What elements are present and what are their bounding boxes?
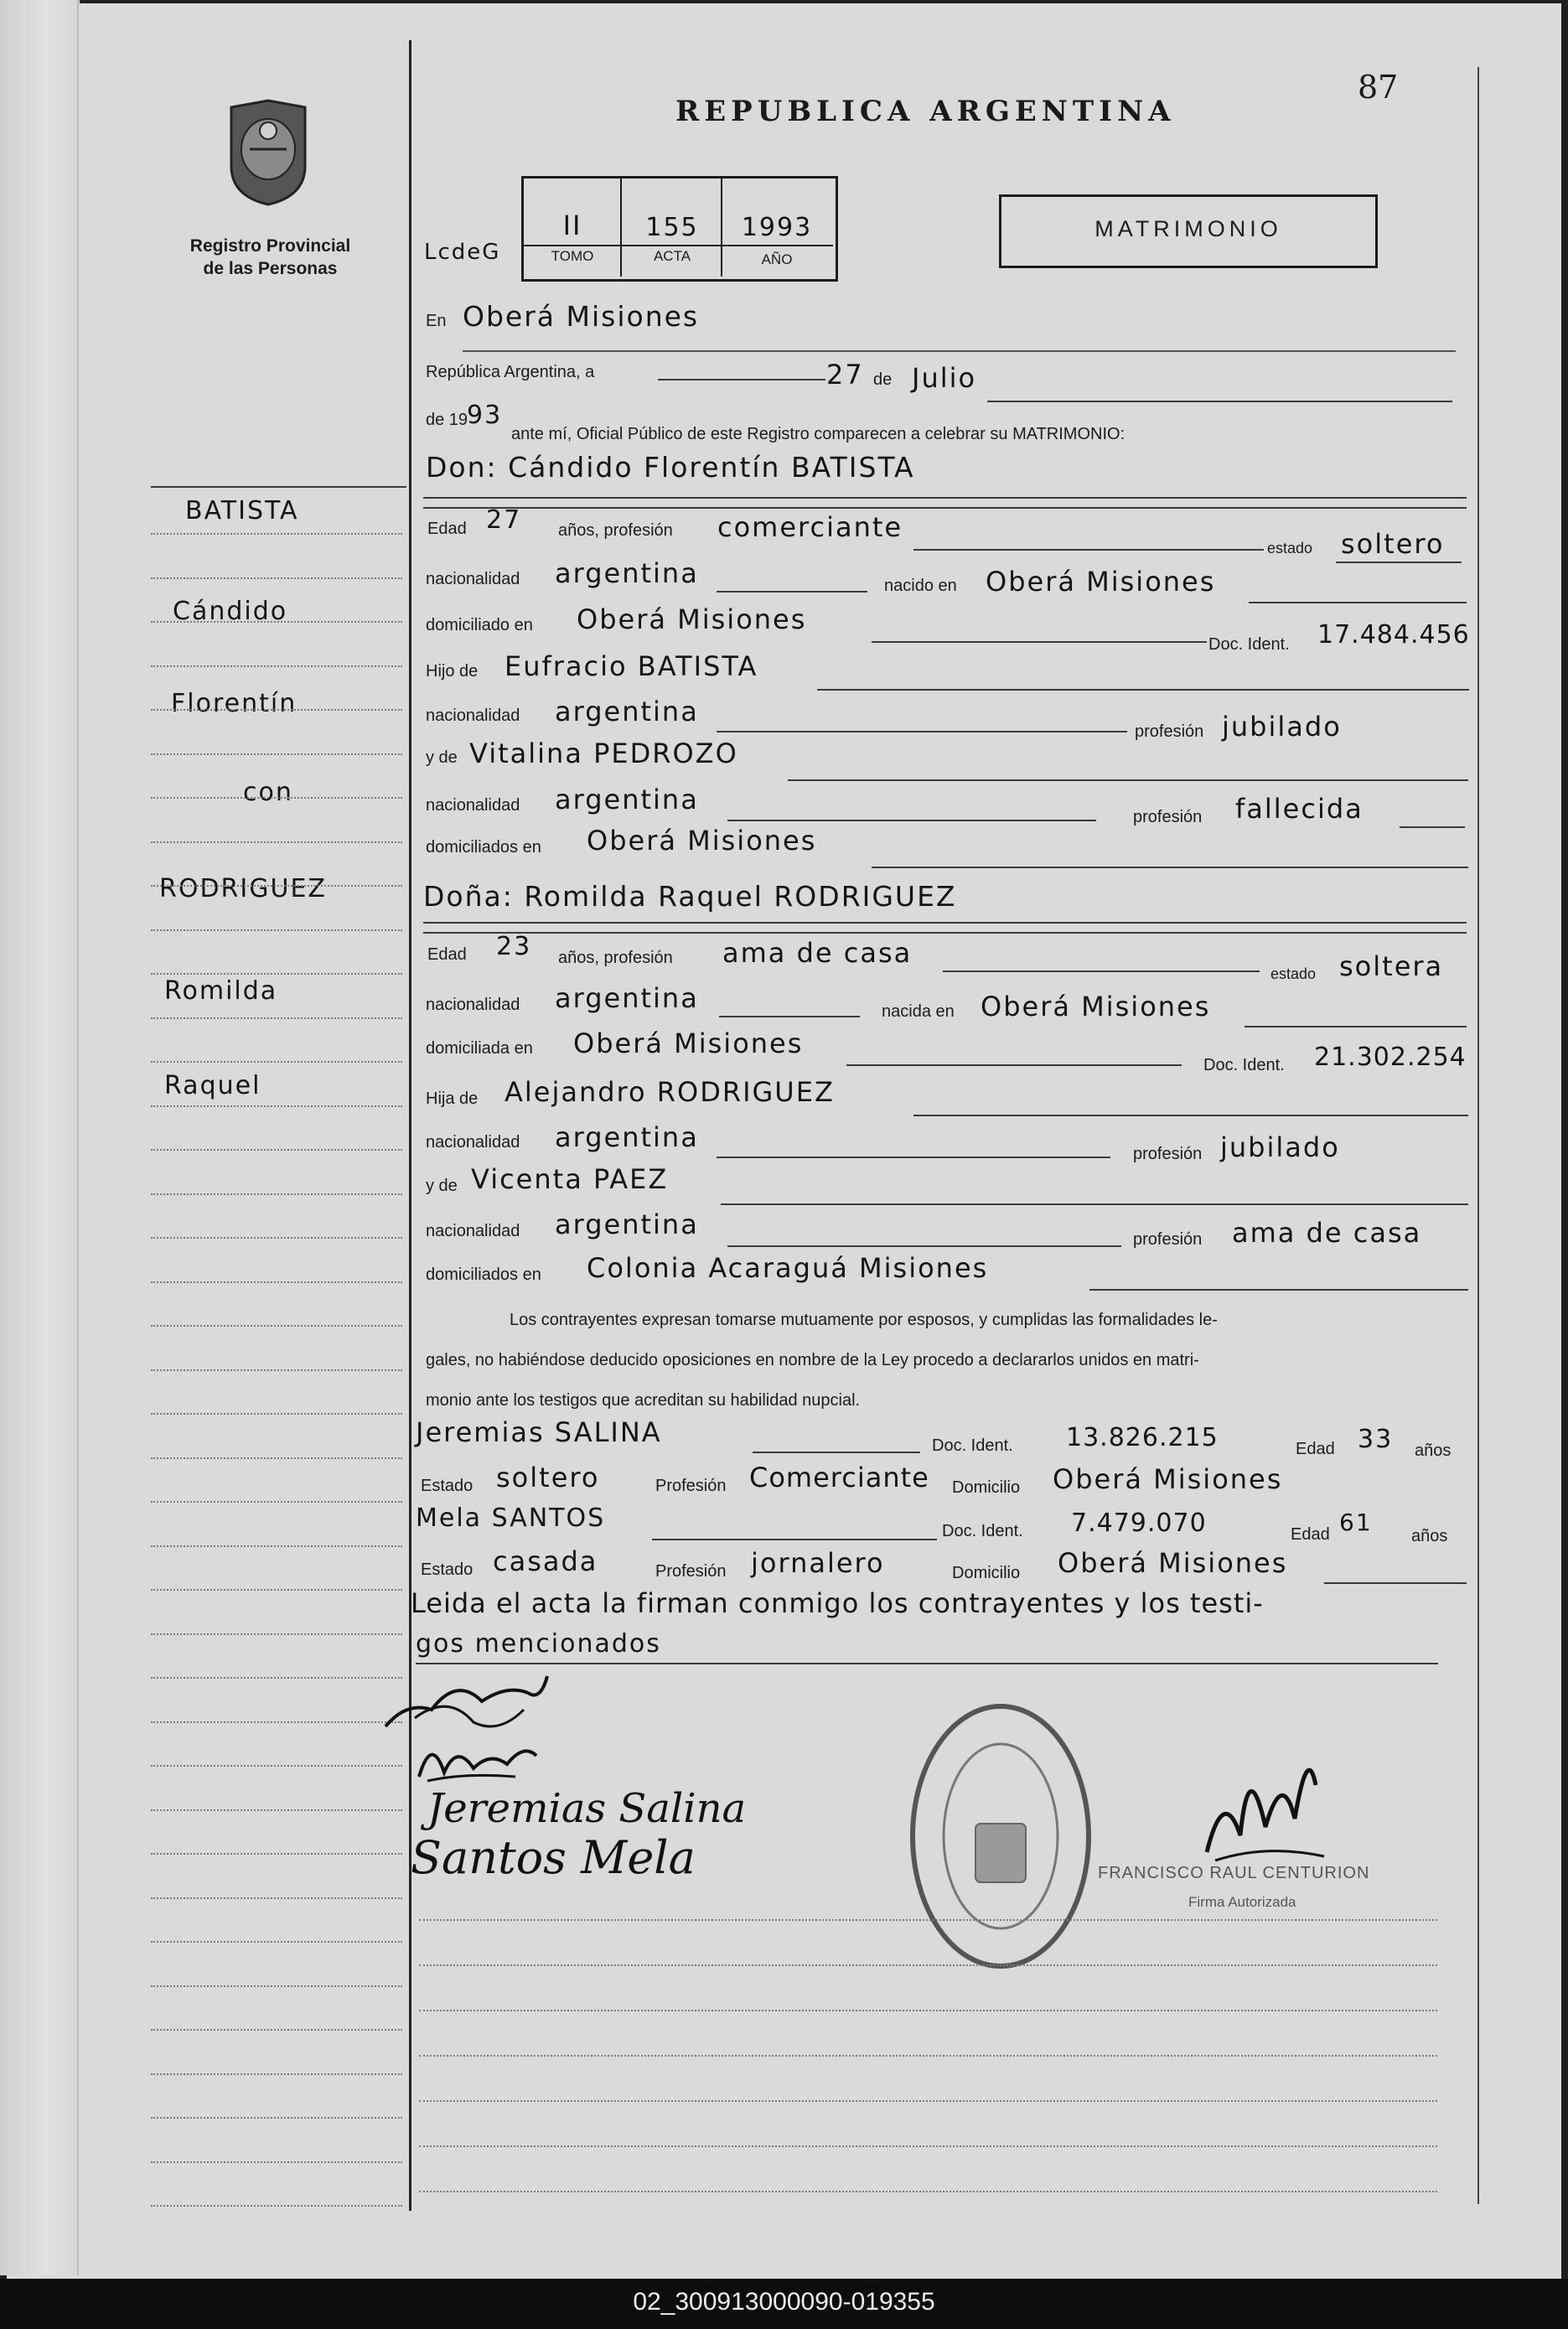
bride-parents-dom-line [1089, 1289, 1468, 1291]
bride-nac-line [719, 1016, 860, 1017]
bride-father: Alejandro RODRIGUEZ [505, 1076, 835, 1108]
margin-ruled-line [151, 885, 402, 887]
bride-edad: 23 [496, 932, 532, 961]
margin-ruled-line [151, 2161, 402, 2163]
margin-ruled-line [151, 1545, 402, 1547]
witness2-estado-label: Estado [421, 1560, 474, 1579]
groom-mother-line [788, 779, 1468, 781]
witness2-profesion: jornalero [751, 1547, 885, 1579]
official-seal-stamp-icon [907, 1698, 1095, 1974]
place-value: Oberá Misiones [463, 300, 700, 333]
witness1-doc-label: Doc. Ident. [932, 1436, 1013, 1455]
groom-mother-nac-label: nacionalidad [426, 796, 520, 815]
margin-ruled-line [151, 1589, 402, 1591]
official-title: Firma Autorizada [1188, 1894, 1296, 1910]
margin-ruled-line [151, 1677, 402, 1679]
margin-ruled-line [151, 1765, 402, 1767]
bride-prof-line [943, 970, 1260, 972]
witness1-estado: soltero [496, 1462, 600, 1493]
groom-hijo-label: Hijo de [426, 662, 479, 681]
groom-mother-prof-label: profesión [1133, 808, 1203, 826]
witness2-edad-label: Edad [1291, 1525, 1330, 1544]
body-ruled-line [419, 2100, 1437, 2102]
acta-label: ACTA [653, 248, 691, 264]
republica-label: República Argentina, a [426, 363, 595, 381]
witness1-doc: 13.826.215 [1066, 1423, 1219, 1452]
margin-ruled-line [151, 709, 402, 711]
month-line [987, 401, 1452, 402]
groom-profesion: comerciante [717, 511, 903, 543]
margin-ruled-line [151, 1809, 402, 1811]
bride-mother-line [721, 1203, 1468, 1205]
bride-dom-label: domiciliada en [426, 1039, 533, 1058]
margin-surname-bride: RODRIGUEZ [159, 874, 327, 903]
bride-name: Doña: Romilda Raquel RODRIGUEZ [423, 880, 957, 913]
margin-ruled-line [151, 841, 402, 843]
margin-ruled-line [151, 1281, 402, 1283]
groom-doc: 17.484.456 [1317, 620, 1470, 650]
declaration-line-3: monio ante los testigos que acreditan su habilidad nupcial. [426, 1391, 861, 1410]
body-ruled-line [419, 2145, 1437, 2147]
margin-ruled-line [151, 1061, 402, 1063]
year-suffix: 93 [467, 401, 503, 430]
groom-edad-label: Edad [427, 520, 467, 538]
official-signature-icon [1190, 1735, 1333, 1886]
witness1-name: Jeremias SALINA [416, 1416, 662, 1448]
bride-nacionalidad: argentina [555, 982, 699, 1014]
declaration-line-1: Los contrayentes expresan tomarse mutuamente por esposos, y cumplidas las formalidades le- [510, 1311, 1218, 1329]
groom-dom-line [872, 641, 1207, 643]
margin-ruled-line [151, 1853, 402, 1855]
groom-estado-line [1336, 562, 1462, 563]
groom-father-line [817, 689, 1469, 691]
groom-nacido-line [1249, 602, 1467, 603]
margin-name-bride-2: Raquel [164, 1071, 261, 1100]
witness1-prof-label: Profesión [655, 1477, 727, 1495]
margin-ruled-line [151, 2029, 402, 2031]
bride-parents-dom-label: domiciliados en [426, 1265, 541, 1284]
groom-mother-prof: fallecida [1235, 793, 1364, 825]
groom-father-prof-label: profesión [1135, 722, 1204, 741]
body-ruled-line [419, 1964, 1437, 1966]
acta-value: 155 [645, 213, 699, 242]
groom-nacido-label: nacido en [884, 577, 957, 595]
bride-estado: soltera [1339, 950, 1444, 982]
groom-name-line-2 [423, 507, 1467, 509]
groom-name-line [423, 497, 1467, 499]
margin-ruled-line [151, 533, 402, 535]
bride-father-nac-line [717, 1157, 1110, 1158]
margin-name-groom-2: Florentín [171, 689, 298, 718]
book-spine [0, 0, 80, 2275]
margin-ruled-line [151, 1897, 402, 1899]
witness1-profesion: Comerciante [749, 1462, 929, 1493]
bride-parents-dom: Colonia Acaraguá Misiones [587, 1252, 989, 1284]
bride-father-nac: argentina [555, 1121, 699, 1153]
margin-ruled-line [151, 1501, 402, 1503]
bride-nacida: Oberá Misiones [981, 991, 1211, 1022]
witness2-name: Mela SANTOS [416, 1503, 606, 1533]
bride-domicilio: Oberá Misiones [573, 1027, 804, 1059]
margin-ruled-line [151, 1237, 402, 1239]
groom-doc-label: Doc. Ident. [1208, 635, 1290, 654]
margin-ruled-line [151, 797, 402, 799]
margin-ruled-line [151, 1193, 402, 1195]
margin-surname-groom: BATISTA [185, 496, 299, 525]
bride-mother-prof-label: profesión [1133, 1230, 1203, 1249]
bride-mother: Vicenta PAEZ [471, 1163, 669, 1195]
groom-mother: Vitalina PEDROZO [469, 738, 738, 769]
page-number: 87 [1358, 69, 1399, 106]
body-ruled-line [419, 1919, 1437, 1921]
right-border [1477, 67, 1479, 2204]
margin-ruled-line [151, 2117, 402, 2119]
witness1-dom-label: Domicilio [952, 1478, 1021, 1497]
month-value: Julio [912, 362, 977, 394]
declaration-line-2: gales, no habiéndose deducido oposiciones en nombre de la Ley procedo a declararlos unidos en matri- [426, 1351, 1199, 1369]
groom-father-nac-label: nacionalidad [426, 706, 520, 725]
de-label: de [873, 370, 893, 389]
groom-parents-dom-label: domiciliados en [426, 838, 541, 857]
margin-ruled-line [151, 929, 402, 931]
bride-father-prof-label: profesión [1133, 1145, 1203, 1163]
tomo-label: TOMO [551, 248, 594, 264]
groom-estado: soltero [1341, 528, 1445, 560]
bride-mother-prof: ama de casa [1232, 1217, 1422, 1249]
ano-label: AÑO [761, 251, 793, 267]
witness2-prof-label: Profesión [655, 1562, 727, 1581]
bride-name-line-2 [423, 932, 1467, 934]
groom-anos-label: años, profesión [558, 521, 673, 540]
witness2-doc: 7.479.070 [1071, 1509, 1207, 1538]
groom-father-nac: argentina [555, 696, 699, 727]
margin-ruled-line [151, 753, 402, 755]
intro-clause: ante mí, Oficial Público de este Registro comparecen a celebrar su MATRIMONIO: [511, 425, 1126, 443]
bride-yde-label: y de [426, 1177, 458, 1195]
groom-domicilio: Oberá Misiones [577, 603, 807, 635]
witness1-name-line [753, 1452, 920, 1453]
closing-line-1: Leida el acta la firman conmigo los contrayentes y los testi- [411, 1587, 1264, 1619]
body-ruled-line [419, 2055, 1437, 2057]
groom-dom-label: domiciliado en [426, 616, 533, 634]
margin-ruled-line [151, 2205, 402, 2207]
witness1-edad: 33 [1358, 1425, 1394, 1454]
groom-parents-dom-line [872, 867, 1468, 868]
bride-profesion: ama de casa [722, 937, 913, 969]
groom-father-prof: jubilado [1222, 711, 1342, 743]
margin-divider [409, 40, 411, 2211]
margin-ruled-line [151, 1633, 402, 1635]
signature-witness1: Jeremias Salina [427, 1785, 747, 1832]
groom-nacido: Oberá Misiones [986, 566, 1216, 598]
ano-value: 1993 [741, 213, 813, 242]
registry-emblem-icon [225, 97, 312, 208]
bride-edad-label: Edad [427, 945, 467, 964]
groom-edad: 27 [486, 505, 522, 535]
bride-estado-label: estado [1270, 965, 1317, 982]
margin-name-bride-1: Romilda [164, 976, 278, 1006]
bride-hija-label: Hija de [426, 1089, 479, 1108]
groom-mother-nac-line [727, 820, 1096, 821]
witness2-edad: 61 [1339, 1509, 1373, 1536]
groom-nac-label: nacionalidad [426, 570, 520, 588]
lcdeg-mark: LcdeG [424, 240, 501, 265]
bride-name-line [423, 922, 1467, 924]
groom-mother-nac: argentina [555, 784, 699, 815]
act-type: MATRIMONIO [1094, 216, 1282, 241]
witness1-edad-label: Edad [1296, 1440, 1335, 1458]
margin-ruled-line [151, 1413, 402, 1415]
body-ruled-line [419, 2010, 1437, 2011]
margin-ruled-line [151, 665, 402, 667]
groom-nacionalidad: argentina [555, 557, 699, 589]
official-name: FRANCISCO RAUL CENTURION [1098, 1864, 1370, 1882]
margin-name-groom-1: Cándido [173, 597, 288, 626]
margin-ruled-line [151, 1941, 402, 1943]
margin-ruled-line [151, 621, 402, 623]
bride-nacida-label: nacida en [882, 1002, 955, 1021]
groom-yde-label: y de [426, 748, 458, 767]
volume-divider [523, 245, 833, 246]
spine-edge [77, 0, 79, 2275]
groom-parents-dom: Oberá Misiones [587, 825, 817, 857]
bride-nacida-line [1245, 1026, 1467, 1027]
groom-mother-prof-line [1400, 826, 1465, 828]
margin-ruled-line [151, 1369, 402, 1371]
bride-mother-nac-line [727, 1245, 1121, 1247]
bride-dom-line [846, 1064, 1182, 1066]
bride-anos-label: años, profesión [558, 949, 673, 967]
body-ruled-line [419, 2191, 1437, 2192]
margin-ruled-line [151, 1721, 402, 1723]
witness2-domicilio: Oberá Misiones [1058, 1547, 1288, 1579]
bride-father-prof: jubilado [1220, 1131, 1340, 1163]
witness1-anos-label: años [1415, 1441, 1452, 1460]
country-title: REPUBLICA ARGENTINA [675, 95, 1176, 128]
margin-ruled-line [151, 1149, 402, 1151]
groom-father-nac-line [717, 731, 1127, 732]
witness2-doc-label: Doc. Ident. [942, 1522, 1023, 1540]
margin-ruled-line [151, 577, 402, 579]
date-line [658, 379, 825, 380]
closing-line [416, 1663, 1438, 1664]
bride-nac-label: nacionalidad [426, 996, 520, 1014]
margin-con: con [243, 778, 293, 807]
signature-witness2: Santos Mela [411, 1831, 696, 1884]
margin-ruled-line [151, 1457, 402, 1459]
bride-doc: 21.302.254 [1314, 1043, 1467, 1072]
scan-identifier: 02_300913000090-019355 [633, 2288, 935, 2316]
closing-line-2: gos mencionados [416, 1629, 661, 1659]
margin-ruled-line [151, 1985, 402, 1987]
margin-ruled-line [151, 973, 402, 975]
bride-father-line [913, 1115, 1468, 1116]
margin-ruled-line [151, 1105, 402, 1107]
bride-mother-nac-label: nacionalidad [426, 1222, 520, 1240]
registry-name: Registro Provincial de las Personas [189, 236, 351, 278]
bride-mother-nac: argentina [555, 1208, 699, 1240]
year-prefix: de 19 [426, 411, 468, 429]
bride-father-nac-label: nacionalidad [426, 1133, 520, 1152]
margin-top-rule [151, 486, 406, 488]
witness2-name-line [652, 1539, 937, 1540]
witness2-anos-label: años [1411, 1527, 1448, 1545]
groom-name: Don: Cándido Florentín BATISTA [426, 451, 915, 484]
groom-prof-line [913, 549, 1264, 551]
margin-ruled-line [151, 2073, 402, 2075]
groom-father: Eufracio BATISTA [505, 650, 758, 682]
witness1-estado-label: Estado [421, 1477, 474, 1495]
groom-estado-label: estado [1267, 540, 1313, 556]
en-label: En [426, 312, 447, 330]
witness2-dom-label: Domicilio [952, 1564, 1021, 1582]
day-value: 27 [826, 359, 864, 391]
bride-doc-label: Doc. Ident. [1203, 1056, 1285, 1074]
groom-nac-line [717, 591, 867, 593]
margin-ruled-line [151, 1325, 402, 1327]
tomo-value: II [562, 210, 582, 241]
margin-ruled-line [151, 1017, 402, 1019]
witness2-dom-line [1324, 1582, 1467, 1584]
witness1-domicilio: Oberá Misiones [1053, 1463, 1283, 1495]
place-line [463, 350, 1456, 352]
signature-bride-icon [415, 1726, 541, 1793]
witness2-estado: casada [493, 1545, 598, 1577]
